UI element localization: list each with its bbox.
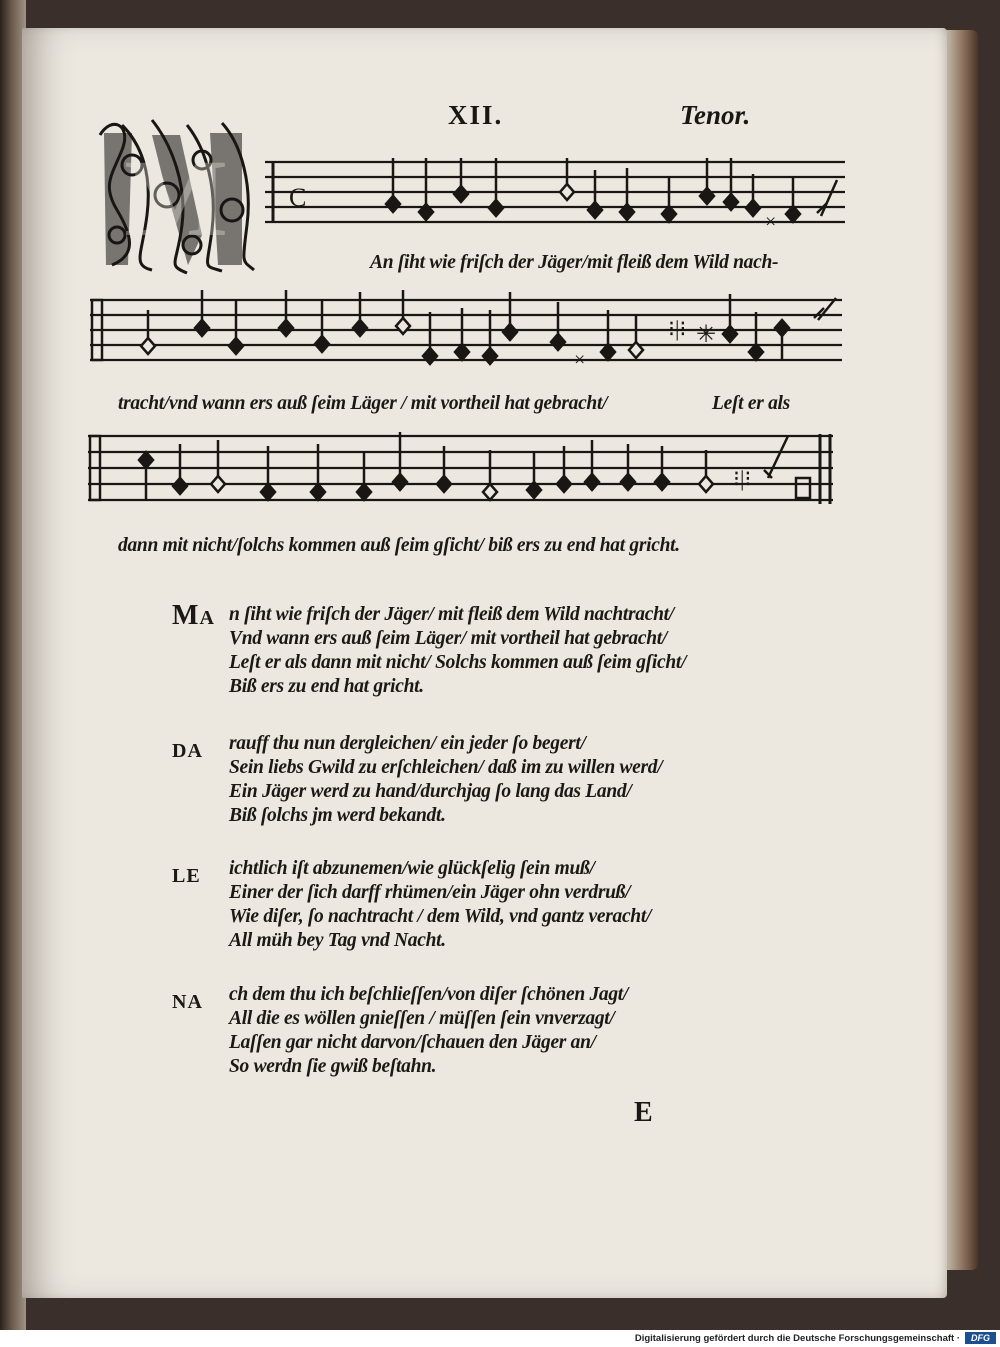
music-staff-3: [88, 430, 836, 512]
stanza-lead-rest: LE: [172, 865, 201, 887]
footer-bar: [0, 1330, 1000, 1347]
lyrics-line-2: tracht/vnd wann ers auß ſeim Läger / mit vortheil hat gebracht/: [118, 393, 608, 414]
lyrics-line-2b: Leſt er als: [712, 393, 790, 414]
voice-heading: Tenor.: [680, 100, 751, 130]
stanza-line: Sein liebs Gwild zu erſchleichen/ daß im zu willen werd/: [229, 757, 663, 778]
stanza-line: Wie diſer, ſo nachtracht / dem Wild, vnd gantz veracht/: [229, 906, 652, 927]
svg-text:✳: ✳: [696, 322, 717, 348]
stanza-line: So werdn ſie gwiß beſtahn.: [229, 1056, 437, 1077]
stanza-line: Vnd wann ers auß ſeim Läger/ mit vortheil hat gebracht/: [229, 628, 667, 649]
initial-letter: M: [124, 137, 228, 259]
stanza-lead-rest: NA: [172, 991, 203, 1013]
stanza-lead: [172, 984, 203, 1016]
stanza-lead: [172, 600, 215, 632]
stanza-line: ichtlich iſt abzunemen/wie glückſelig ſein muß/: [229, 858, 595, 879]
stanza-line: All die es wöllen gnieſſen / müſſen ſein vnverzagt/: [229, 1008, 615, 1029]
music-staff-1: [265, 158, 847, 232]
stanza-lead-rest: DA: [172, 740, 203, 762]
lyrics-line-3: dann mit nicht/ſolchs kommen auß ſeim gſicht/ biß ers zu end hat gricht.: [118, 535, 680, 556]
svg-text:×: ×: [765, 211, 777, 232]
catchword: E: [634, 1097, 653, 1128]
stanza-line: rauff thu nun dergleichen/ ein jeder ſo begert/: [229, 733, 586, 754]
svg-text:×: ×: [574, 349, 586, 371]
decorated-initial: [92, 115, 260, 277]
stanza-initial: M: [172, 600, 200, 631]
stanza-line: Ein Jäger werd zu hand/durchjag ſo lang das Land/: [229, 781, 632, 802]
stanza-line: Leſt er als dann mit nicht/ Solchs kommen auß ſeim gſicht/: [229, 652, 687, 673]
page-number: XII.: [448, 100, 504, 130]
music-staff-2: [90, 290, 845, 374]
stanza-line: Biß ſolchs jm werd bekandt.: [229, 805, 446, 826]
stanza-line: Laſſen gar nicht darvon/ſchauen den Jäger an/: [229, 1032, 596, 1053]
svg-text:⁝|⁝: ⁝|⁝: [733, 466, 752, 491]
stanza-line: Biß ers zu end hat gricht.: [229, 676, 424, 697]
stanza-line: n ſiht wie friſch der Jäger/ mit fleiß dem Wild nachtracht/: [229, 604, 674, 625]
stanza-line: ch dem thu ich beſchlieſſen/von diſer ſchönen Jagt/: [229, 984, 629, 1005]
stanza-line: All müh bey Tag vnd Nacht.: [229, 930, 446, 951]
footer-credit: Digitalisierung gefördert durch die Deutsche Forschungsgemeinschaft ·: [634, 1333, 960, 1344]
svg-text:⁝|⁝: ⁝|⁝: [668, 316, 687, 341]
lyrics-line-1: An ſiht wie friſch der Jäger/mit fleiß dem Wild nach-: [370, 252, 779, 273]
dfg-logo: DFG: [965, 1332, 996, 1344]
stanza-lead-rest: A: [199, 607, 215, 629]
stanza-lead: [172, 733, 203, 765]
svg-text:C: C: [289, 183, 307, 212]
stanza-line: Einer der ſich darff rhümen/ein Jäger ohn verdruß/: [229, 882, 631, 903]
stanza-lead: [172, 858, 201, 890]
